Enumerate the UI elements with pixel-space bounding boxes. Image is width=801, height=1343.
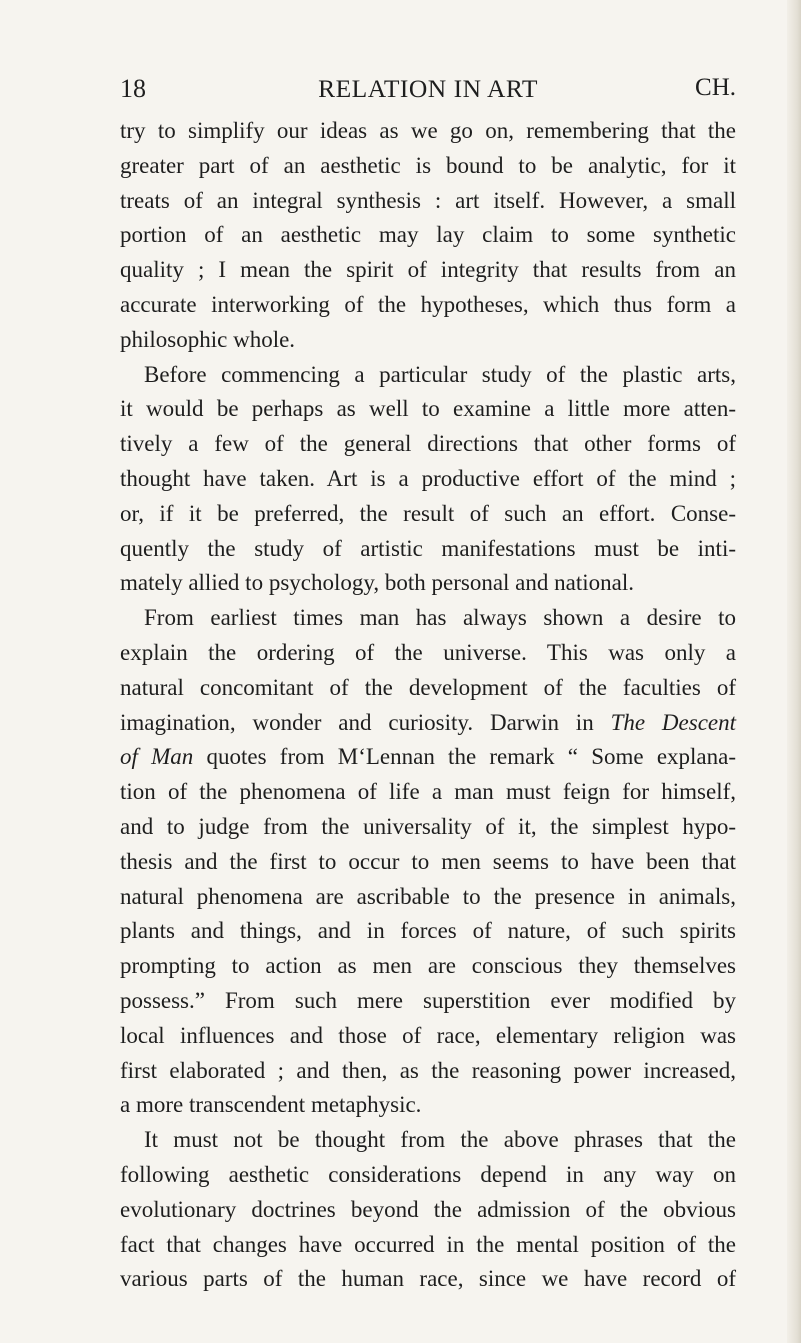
text-line: various parts of the human race, since we have record of — [120, 1266, 736, 1292]
text-line: thought have taken. Art is a productive effort of the mind ; — [120, 465, 736, 491]
text-line: natural concomitant of the development of the faculties of — [120, 674, 736, 700]
text-line: quently the study of artistic manifestations must be inti- — [120, 535, 736, 561]
text-line: following aesthetic considerations depend in any way on — [120, 1161, 736, 1187]
text-line: fact that changes have occurred in the mental position of the — [120, 1231, 736, 1257]
text-line: tively a few of the general directions that other forms of — [120, 431, 736, 457]
text-line: treats of an integral synthesis : art itself. However, a small — [120, 187, 736, 213]
text-line — [120, 706, 736, 741]
text-line: greater part of an aesthetic is bound to be analytic, for it — [120, 152, 736, 178]
text-line — [120, 740, 736, 775]
text-line: it would be perhaps as well to examine a little more atten- — [120, 396, 736, 422]
text-line: accurate interworking of the hypotheses, which thus form a — [120, 291, 736, 317]
page-edge-shadow — [787, 0, 801, 1343]
text-segment: imagination, wonder and curiosity. Darwin in — [120, 709, 611, 735]
text-line: or, if it be preferred, the result of such an effort. Conse- — [120, 500, 736, 526]
page-header — [120, 74, 736, 106]
text-line: plants and things, and in forces of nature, of such spirits — [120, 918, 736, 944]
text-line: first elaborated ; and then, as the reasoning power increased, — [120, 1057, 736, 1083]
text-line: try to simplify our ideas as we go on, remembering that the — [120, 118, 736, 143]
text-line: tion of the phenomena of life a man must feign for himself, — [120, 779, 736, 805]
text-line: prompting to action as men are conscious they themselves — [120, 953, 736, 979]
text-line: portion of an aesthetic may lay claim to some synthetic — [120, 222, 736, 248]
text-line: local influences and those of race, elementary religion was — [120, 1022, 736, 1048]
running-title: RELATION IN ART — [318, 74, 538, 103]
chapter-abbrev: CH. — [695, 74, 736, 101]
text-line: mately allied to psychology, both personal and national. — [120, 570, 634, 596]
text-line: thesis and the first to occur to men seems to have been that — [120, 848, 736, 874]
text-line: possess.” From such mere superstition ever modified by — [120, 987, 736, 1013]
text-segment: quotes from M‘Lennan the remark “ Some explana- — [193, 744, 736, 770]
body-text — [120, 114, 736, 1297]
italic-title: of Man — [120, 744, 194, 770]
text-line: natural phenomena are ascribable to the presence in animals, — [120, 883, 736, 909]
text-line: Before commencing a particular study of the plastic arts, — [144, 361, 736, 387]
italic-title: The Descent — [610, 709, 736, 735]
text-line: quality ; I mean the spirit of integrity that results from an — [120, 257, 736, 283]
text-line: evolutionary doctrines beyond the admission of the obvious — [120, 1196, 736, 1222]
text-line: It must not be thought from the above phrases that the — [144, 1127, 736, 1153]
text-line: philosophic whole. — [120, 326, 296, 352]
text-line: and to judge from the universality of it, the simplest hypo- — [120, 813, 736, 839]
text-line: a more transcendent metaphysic. — [120, 1092, 422, 1118]
text-line: From earliest times man has always shown a desire to — [144, 605, 736, 631]
text-line: explain the ordering of the universe. This was only a — [120, 639, 736, 665]
page-number: 18 — [120, 74, 146, 103]
